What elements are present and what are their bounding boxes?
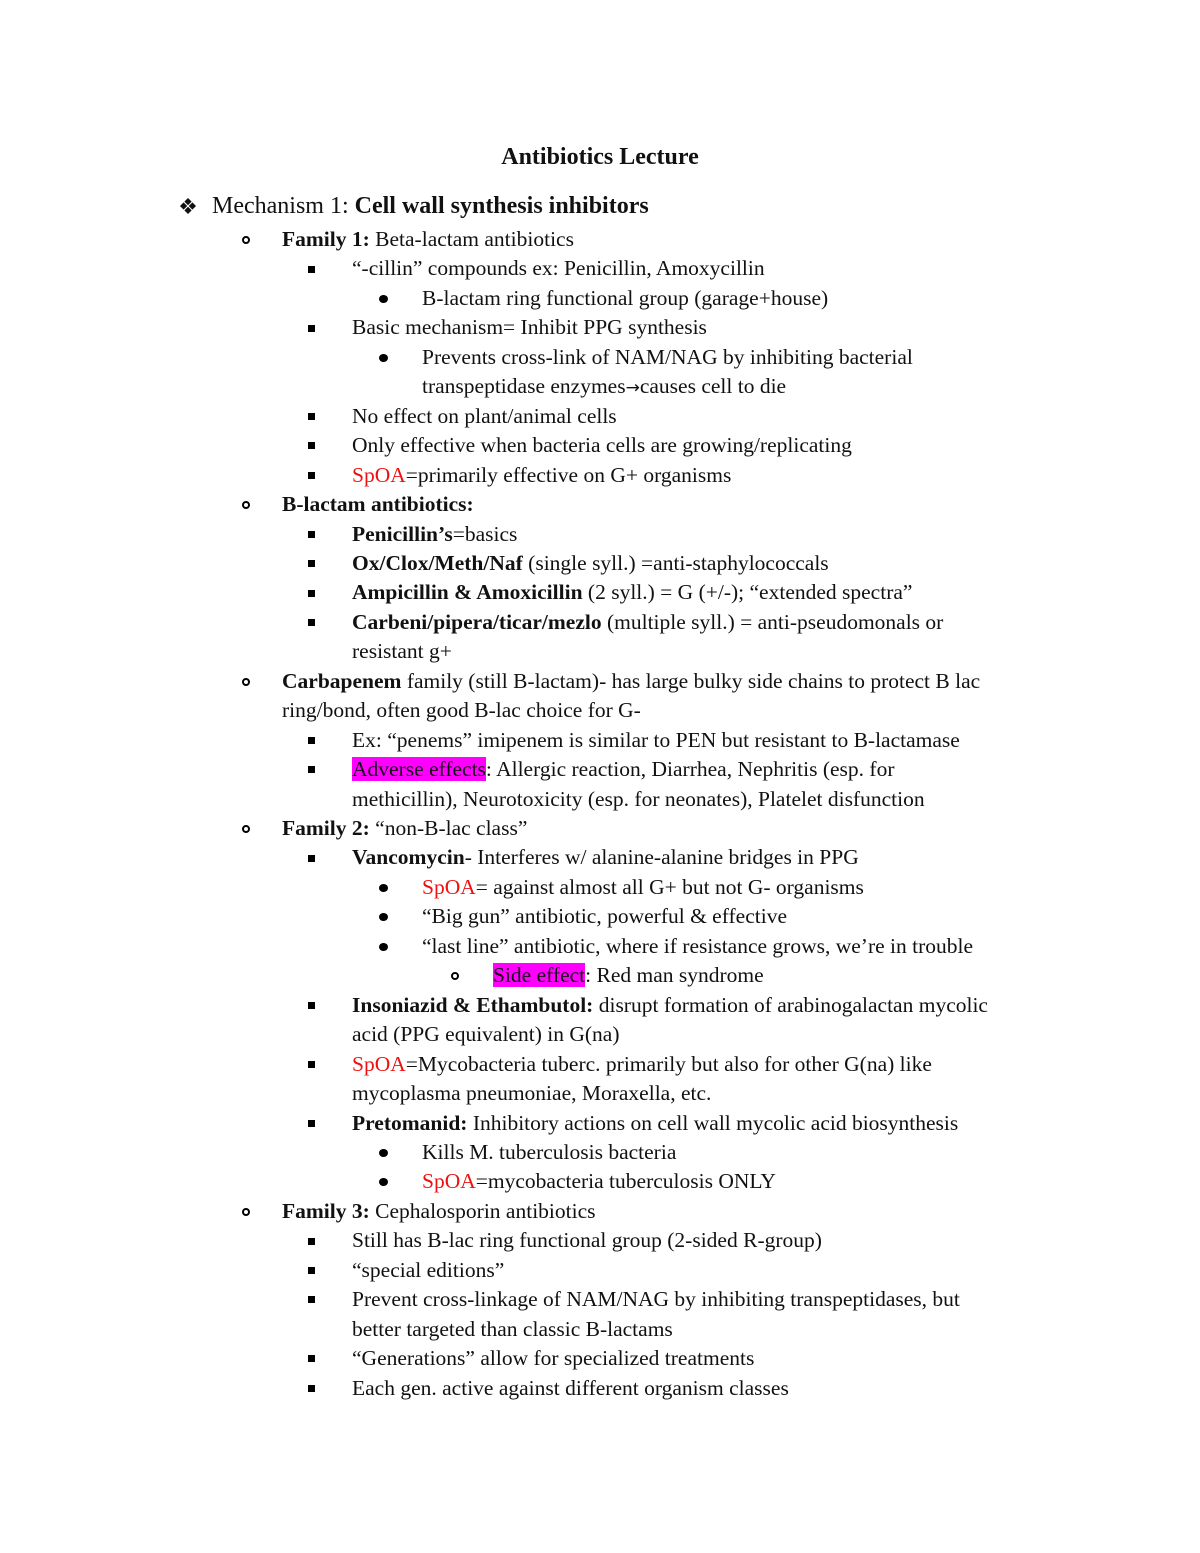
item-text: (single syll.) =anti-staphylococcals — [522, 550, 829, 575]
filled-circle-bullet-icon — [373, 343, 393, 373]
item-text: Inhibitory actions on cell wall mycolic acid biosynthesis — [467, 1110, 959, 1135]
item-text: Only effective when bacteria cells are growing/replicating — [352, 433, 852, 458]
item-text: Cephalosporin antibiotics — [369, 1198, 596, 1223]
list-item — [0, 902, 1200, 932]
list-item — [0, 1109, 1200, 1139]
list-item — [0, 225, 1200, 255]
spoa-label: SpOA — [352, 1051, 406, 1076]
item-text: : Allergic reaction, Diarrhea, Nephritis (esp. for — [485, 757, 895, 782]
list-item-text — [352, 608, 943, 638]
list-item-text — [352, 726, 960, 756]
highlighted-label: Adverse effects — [352, 757, 486, 782]
list-item-continuation — [0, 637, 1200, 667]
list-item-text — [352, 1344, 754, 1374]
item-text: transpeptidase enzymes — [422, 374, 626, 399]
list-item-text — [352, 637, 452, 667]
list-item — [0, 991, 1200, 1021]
list-item-continuation — [0, 1020, 1200, 1050]
list-item-text — [352, 1109, 958, 1139]
bold-term: Family 1: — [282, 227, 370, 251]
list-item — [0, 814, 1200, 844]
filled-circle-bullet-icon — [373, 1138, 393, 1168]
spoa-label: SpOA — [352, 462, 406, 487]
item-text: Prevent cross-linkage of NAM/NAG by inhibiting transpeptidases, but — [352, 1287, 960, 1312]
list-item-text — [422, 873, 864, 903]
mechanism-heading — [0, 192, 1200, 222]
hollow-circle-bullet-icon — [236, 1197, 256, 1227]
item-text: ring/bond, often good B-lac choice for G- — [282, 698, 641, 723]
item-text: Each gen. active against different organism classes — [352, 1375, 789, 1400]
filled-circle-bullet-icon — [373, 902, 393, 932]
list-item-text — [422, 284, 828, 314]
list-item — [0, 431, 1200, 461]
square-bullet-icon — [301, 1285, 321, 1315]
bold-term: Vancomycin — [352, 845, 465, 870]
item-text: (2 syll.) = G (+/-); “extended spectra” — [582, 580, 913, 605]
square-bullet-icon — [301, 578, 321, 608]
filled-circle-bullet-icon — [373, 873, 393, 903]
item-text: Kills M. tuberculosis bacteria — [422, 1139, 677, 1164]
square-bullet-icon — [301, 1256, 321, 1286]
item-text: : Red man syndrome — [585, 963, 764, 988]
list-item — [0, 490, 1200, 520]
item-text: =primarily effective on G+ organisms — [405, 462, 732, 487]
item-text: resistant g+ — [352, 639, 452, 664]
list-item — [0, 402, 1200, 432]
item-text: mycoplasma pneumoniae, Moraxella, etc. — [352, 1081, 712, 1106]
list-item-text — [352, 1374, 789, 1404]
list-item — [0, 755, 1200, 785]
list-item-text — [352, 578, 912, 608]
mechanism-title: Cell wall synthesis inhibitors — [354, 193, 649, 219]
filled-circle-bullet-icon — [373, 1167, 393, 1197]
item-text: disrupt formation of arabinogalactan mycolic — [593, 992, 988, 1017]
list-item-text — [422, 1167, 776, 1197]
bold-term: Pretomanid: — [352, 1110, 468, 1135]
highlighted-label: Side effect — [493, 963, 586, 988]
square-bullet-icon — [301, 1109, 321, 1139]
item-text: methicillin), Neurotoxicity (esp. for neonates), Platelet disfunction — [352, 786, 925, 811]
square-bullet-icon — [301, 520, 321, 550]
list-item-text — [422, 372, 786, 404]
item-text: “non-B-lac class” — [369, 816, 528, 840]
spoa-label: SpOA — [422, 1169, 476, 1194]
list-item — [0, 1167, 1200, 1197]
item-text: “Generations” allow for specialized treatments — [352, 1346, 755, 1371]
bold-term: Ampicillin & Amoxicillin — [352, 580, 583, 605]
filled-circle-bullet-icon — [373, 932, 393, 962]
item-text: =basics — [452, 521, 518, 546]
list-item-text — [352, 843, 859, 873]
list-item-text — [282, 814, 527, 844]
item-text: “last line” antibiotic, where if resistance grows, we’re in trouble — [422, 933, 974, 958]
hollow-circle-bullet-icon — [236, 490, 256, 520]
list-item-text — [282, 667, 980, 697]
list-item-text — [352, 549, 829, 579]
square-bullet-icon — [301, 608, 321, 638]
list-item-text — [422, 902, 787, 932]
list-item-continuation — [0, 372, 1200, 402]
list-item-text — [282, 490, 474, 520]
square-bullet-icon — [301, 843, 321, 873]
square-bullet-icon — [301, 313, 321, 343]
list-item-text — [352, 461, 731, 491]
right-arrow-icon: → — [625, 378, 640, 399]
list-item-continuation — [0, 696, 1200, 726]
page-title: Antibiotics Lecture — [501, 144, 699, 170]
item-text: Ex: “penems” imipenem is similar to PEN but resistant to B-lactamase — [352, 727, 960, 752]
square-bullet-icon — [301, 402, 321, 432]
item-text: better targeted than classic B-lactams — [352, 1316, 673, 1341]
item-text: family (still B-lactam)- has large bulky side chains to protect B lac — [401, 668, 981, 693]
bold-term: Carbeni/pipera/ticar/mezlo — [352, 609, 602, 634]
list-item — [0, 343, 1200, 373]
square-bullet-icon — [301, 726, 321, 756]
item-text: B-lactam ring functional group (garage+house) — [422, 285, 829, 310]
list-item — [0, 1197, 1200, 1227]
list-item-text — [352, 254, 765, 284]
item-text: No effect on plant/animal cells — [352, 403, 617, 428]
item-text: (multiple syll.) = anti-pseudomonals or — [601, 609, 944, 634]
square-bullet-icon — [301, 1226, 321, 1256]
filled-circle-bullet-icon — [373, 284, 393, 314]
bold-term: Ox/Clox/Meth/Naf — [352, 550, 523, 575]
list-item-text — [282, 696, 641, 726]
diamond-bullet-icon: ❖ — [178, 194, 198, 219]
list-item-text — [422, 932, 973, 962]
list-item-text — [352, 1079, 711, 1109]
list-item — [0, 1344, 1200, 1374]
hollow-circle-bullet-icon — [236, 225, 256, 255]
item-text: - Interferes w/ alanine-alanine bridges in PPG — [464, 845, 859, 870]
list-item-text — [352, 1226, 822, 1256]
list-item-text — [352, 1050, 932, 1080]
item-text: Prevents cross-link of NAM/NAG by inhibiting bacterial — [422, 344, 913, 369]
bold-term: Insoniazid & Ethambutol: — [352, 992, 594, 1017]
list-item — [0, 461, 1200, 491]
item-text: Still has B-lac ring functional group (2-sided R-group) — [352, 1228, 822, 1253]
list-item-continuation — [0, 1315, 1200, 1345]
list-item — [0, 520, 1200, 550]
list-item — [0, 313, 1200, 343]
square-bullet-icon — [301, 431, 321, 461]
list-item — [0, 961, 1200, 991]
bold-term: B-lactam antibiotics: — [282, 492, 474, 517]
bold-term: Penicillin’s — [352, 521, 453, 546]
item-text: causes cell to die — [639, 374, 787, 399]
square-bullet-icon — [301, 1050, 321, 1080]
list-item-continuation — [0, 1079, 1200, 1109]
list-item-text — [352, 402, 617, 432]
list-item-text — [352, 1020, 619, 1050]
list-item — [0, 932, 1200, 962]
list-item-text — [352, 991, 988, 1021]
list-item-text — [422, 1138, 676, 1168]
item-text: Beta-lactam antibiotics — [369, 227, 574, 251]
list-item — [0, 254, 1200, 284]
bold-term: Family 2: — [282, 816, 370, 840]
item-text: “-cillin” compounds ex: Penicillin, Amoxycillin — [352, 256, 765, 281]
square-bullet-icon — [301, 1344, 321, 1374]
square-bullet-icon — [301, 991, 321, 1021]
list-item-text — [352, 431, 852, 461]
list-item-text — [352, 785, 925, 815]
hollow-circle-bullet-icon — [236, 667, 256, 697]
hollow-circle-bullet-icon — [445, 961, 465, 991]
list-item — [0, 608, 1200, 638]
list-item-text — [352, 520, 517, 550]
square-bullet-icon — [301, 755, 321, 785]
item-text: “special editions” — [352, 1257, 505, 1282]
list-item-text — [282, 1197, 596, 1227]
list-item — [0, 1285, 1200, 1315]
list-item-text — [282, 225, 574, 255]
item-text: “Big gun” antibiotic, powerful & effective — [422, 904, 787, 929]
list-item — [0, 284, 1200, 314]
list-item — [0, 1050, 1200, 1080]
list-item-text — [352, 755, 894, 785]
list-item-text — [352, 1285, 960, 1315]
square-bullet-icon — [301, 461, 321, 491]
list-item — [0, 843, 1200, 873]
square-bullet-icon — [301, 254, 321, 284]
list-item — [0, 873, 1200, 903]
list-item — [0, 1226, 1200, 1256]
list-item-continuation — [0, 785, 1200, 815]
item-text: acid (PPG equivalent) in G(na) — [352, 1022, 620, 1047]
list-item — [0, 1374, 1200, 1404]
bold-term: Family 3: — [282, 1198, 370, 1223]
hollow-circle-bullet-icon — [236, 814, 256, 844]
spoa-label: SpOA — [422, 874, 476, 899]
list-item — [0, 1256, 1200, 1286]
list-item-text — [352, 1256, 504, 1286]
item-text: =Mycobacteria tuberc. primarily but also for other G(na) like — [405, 1051, 932, 1076]
mechanism-label: Mechanism 1: — [212, 193, 355, 219]
square-bullet-icon — [301, 1374, 321, 1404]
item-text: Basic mechanism= Inhibit PPG synthesis — [352, 315, 707, 340]
bold-term: Carbapenem — [282, 668, 402, 693]
square-bullet-icon — [301, 549, 321, 579]
list-item-text — [352, 1315, 673, 1345]
list-item — [0, 1138, 1200, 1168]
item-text: =mycobacteria tuberculosis ONLY — [475, 1169, 776, 1194]
list-item — [0, 549, 1200, 579]
list-item — [0, 726, 1200, 756]
list-item-text — [352, 313, 707, 343]
list-item-text — [493, 961, 764, 991]
list-item — [0, 578, 1200, 608]
list-item — [0, 667, 1200, 697]
item-text: = against almost all G+ but not G- organisms — [475, 874, 864, 899]
list-item-text — [422, 343, 913, 373]
